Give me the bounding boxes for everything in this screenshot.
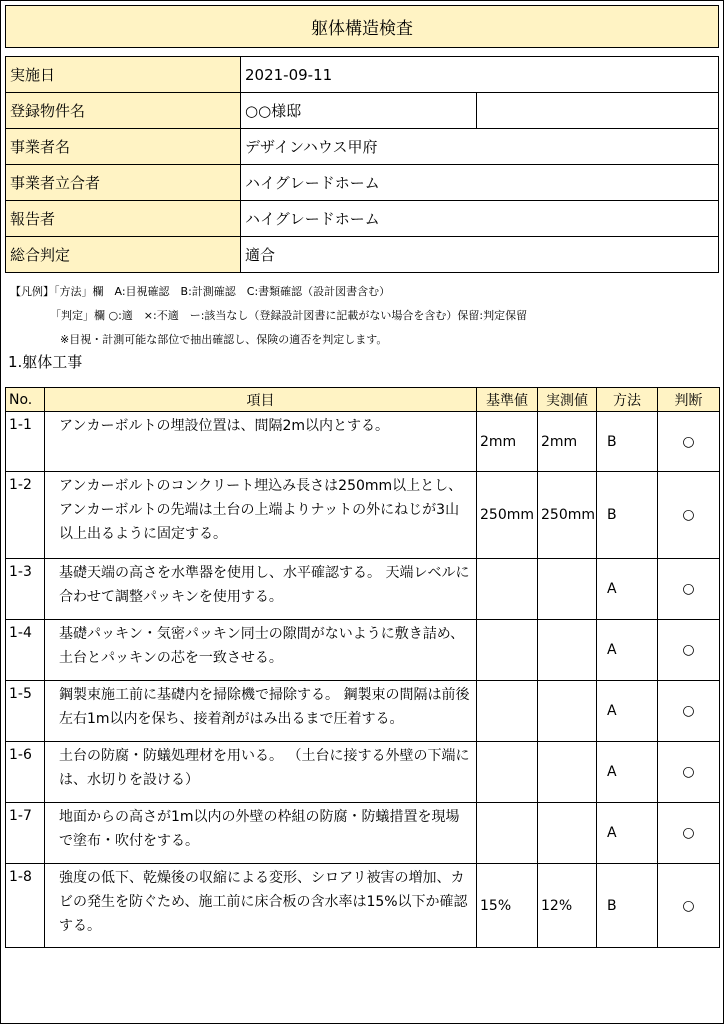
col-header-no: No. (6, 388, 45, 412)
table-header-row (6, 388, 720, 412)
row-method: B (597, 864, 658, 948)
col-header-judgment: 判断 (658, 388, 720, 412)
row-method: A (597, 620, 658, 681)
info-extra (477, 93, 719, 129)
row-standard (477, 742, 538, 803)
row-method: B (597, 412, 658, 472)
row-measured: 12% (538, 864, 597, 948)
table-row (6, 803, 720, 864)
info-label: 報告者 (6, 201, 241, 237)
info-row (6, 93, 719, 129)
row-no: 1-1 (6, 412, 45, 472)
row-judgment: ○ (658, 803, 720, 864)
table-row (6, 412, 720, 472)
table-row (6, 620, 720, 681)
row-judgment: ○ (658, 864, 720, 948)
info-label: 事業者名 (6, 129, 241, 165)
info-label: 事業者立合者 (6, 165, 241, 201)
info-row (6, 57, 719, 93)
row-no: 1-6 (6, 742, 45, 803)
row-judgment: ○ (658, 742, 720, 803)
row-standard (477, 681, 538, 742)
row-judgment: ○ (658, 620, 720, 681)
row-judgment: ○ (658, 472, 720, 559)
row-measured: 2mm (538, 412, 597, 472)
info-row (6, 165, 719, 201)
row-no: 1-2 (6, 472, 45, 559)
row-no: 1-7 (6, 803, 45, 864)
info-row (6, 129, 719, 165)
row-method: A (597, 681, 658, 742)
row-measured (538, 742, 597, 803)
row-item: アンカーボルトのコンクリート埋込み長さは250mm以上とし、アンカーボルトの先端は土台の上端よりナットの外にねじが3山以上出るように固定する。 (45, 472, 477, 559)
info-value: ハイグレードホーム (241, 165, 719, 201)
row-item: アンカーボルトの埋設位置は、間隔2m以内とする。 (45, 412, 477, 472)
row-method: A (597, 742, 658, 803)
row-item: 強度の低下、乾燥後の収縮による変形、シロアリ被害の増加、カビの発生を防ぐため、施工前に床合板の含水率は15%以下か確認する。 (45, 864, 477, 948)
col-header-measured: 実測値 (538, 388, 597, 412)
row-no: 1-8 (6, 864, 45, 948)
info-row (6, 237, 719, 273)
row-no: 1-3 (6, 559, 45, 620)
row-standard: 250mm (477, 472, 538, 559)
row-standard: 2mm (477, 412, 538, 472)
table-row (6, 472, 720, 559)
info-value: デザインハウス甲府 (241, 129, 719, 165)
info-label: 総合判定 (6, 237, 241, 273)
row-standard (477, 620, 538, 681)
inspection-table (5, 387, 720, 948)
info-label: 実施日 (6, 57, 241, 93)
row-standard (477, 803, 538, 864)
row-item: 基礎天端の高さを水準器を使用し、水平確認する。 天端レベルに合わせて調整パッキンを使用する。 (45, 559, 477, 620)
info-table (5, 56, 719, 273)
row-measured (538, 559, 597, 620)
legend-methods: 【凡例】「方法」欄 A:目視確認 B:計測確認 C:書類確認（設計図書含む） (10, 285, 391, 298)
row-no: 1-5 (6, 681, 45, 742)
row-judgment: ○ (658, 412, 720, 472)
table-row (6, 559, 720, 620)
legend-note: ※目視・計測可能な部位で抽出確認し、保険の適否を判定します。 (60, 333, 388, 346)
info-value: 2021-09-11 (241, 57, 719, 93)
col-header-method: 方法 (597, 388, 658, 412)
row-judgment: ○ (658, 681, 720, 742)
col-header-item: 項目 (45, 388, 477, 412)
table-row (6, 681, 720, 742)
info-row (6, 201, 719, 237)
row-no: 1-4 (6, 620, 45, 681)
row-measured (538, 681, 597, 742)
row-standard (477, 559, 538, 620)
row-measured: 250mm (538, 472, 597, 559)
row-measured (538, 620, 597, 681)
row-method: B (597, 472, 658, 559)
row-measured (538, 803, 597, 864)
col-header-standard: 基準値 (477, 388, 538, 412)
info-value: 適合 (241, 237, 719, 273)
row-standard: 15% (477, 864, 538, 948)
row-method: A (597, 803, 658, 864)
info-value: ○○様邸 (241, 93, 477, 129)
info-label: 登録物件名 (6, 93, 241, 129)
row-item: 基礎パッキン・気密パッキン同士の隙間がないように敷き詰め、土台とパッキンの芯を一致させる。 (45, 620, 477, 681)
row-item: 土台の防腐・防蟻処理材を用いる。 （土台に接する外壁の下端には、水切りを設ける） (45, 742, 477, 803)
info-value: ハイグレードホーム (241, 201, 719, 237)
table-row (6, 864, 720, 948)
legend-judgment: 「判定」欄 ○:適 ×:不適 ー:該当なし（登録設計図書に記載がない場合を含む）保留:判定保留 (50, 309, 528, 322)
row-method: A (597, 559, 658, 620)
page-title: 躯体構造検査 (5, 5, 719, 48)
section-title: 1.躯体工事 (8, 353, 83, 371)
row-judgment: ○ (658, 559, 720, 620)
row-item: 鋼製束施工前に基礎内を掃除機で掃除する。 鋼製束の間隔は前後左右1m以内を保ち、接着剤がはみ出るまで圧着する。 (45, 681, 477, 742)
table-row (6, 742, 720, 803)
row-item: 地面からの高さが1m以内の外壁の枠組の防腐・防蟻措置を現場で塗布・吹付をする。 (45, 803, 477, 864)
